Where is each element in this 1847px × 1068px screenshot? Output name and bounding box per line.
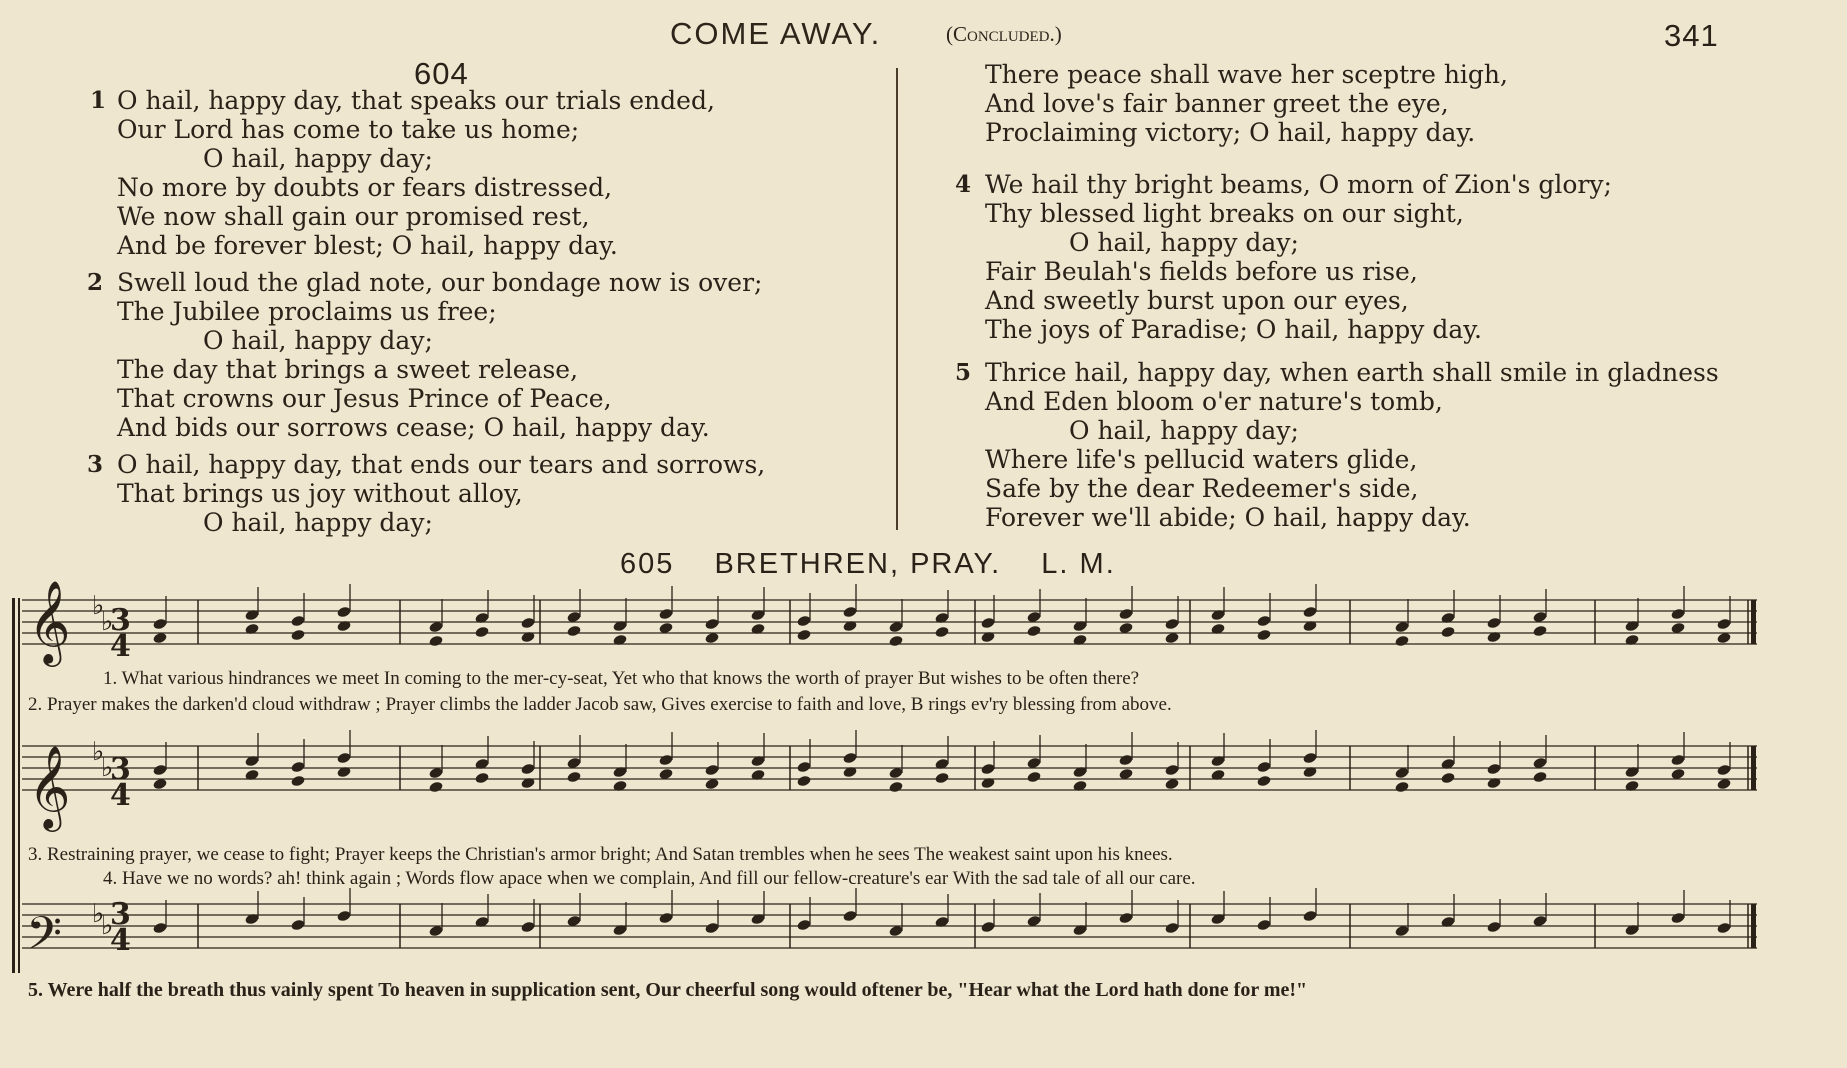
verse-line: No more by doubts or fears distressed, <box>117 173 613 202</box>
time-signature-bottom: 4 <box>110 923 131 958</box>
verse-line: The joys of Paradise; O hail, happy day. <box>985 315 1482 344</box>
concluded-note: (Concluded.) <box>946 22 1062 46</box>
verse-line: O hail, happy day; <box>1069 416 1299 445</box>
verse-line: And sweetly burst upon our eyes, <box>985 286 1409 315</box>
note-head <box>1440 772 1455 785</box>
verse-line: O hail, happy day; <box>203 144 433 173</box>
lyric-verse-4: 4. Have we no words? ah! think again ; Words flow apace when we complain, And fill our fellow-creature's ear With the sad tale of all our care. <box>103 868 1196 889</box>
note-head <box>290 775 305 788</box>
verse-line: Proclaiming victory; O hail, happy day. <box>985 118 1476 147</box>
note-head <box>1394 635 1409 648</box>
note-head <box>1256 629 1271 642</box>
verse-line: And bids our sorrows cease; O hail, happy day. <box>117 413 710 442</box>
note-head <box>1394 781 1409 794</box>
lyric-verse-1: 1. What various hindrances we meet In coming to the mer-cy-seat, Yet who that knows the worth of prayer But wishes to be often there? <box>103 668 1140 689</box>
verse-line: Fair Beulah's fields before us rise, <box>985 257 1418 286</box>
note-head <box>1440 626 1455 639</box>
time-signature-top: 3 <box>110 603 131 638</box>
verse-number: 3 <box>87 451 104 478</box>
note-head <box>566 771 581 784</box>
note-head <box>888 781 903 794</box>
lyric-verse-3: 3. Restraining prayer, we cease to fight; Prayer keeps the Christian's armor bright; And Satan trembles when he sees The weakest saint upon his knees. <box>28 844 1173 865</box>
treble-staff-2 <box>22 730 1757 793</box>
note-head <box>290 629 305 642</box>
time-signature-bottom: 4 <box>110 778 131 813</box>
system-bracket <box>12 598 15 973</box>
time-signature-top: 3 <box>110 752 131 787</box>
flat-icon: ♭ <box>92 899 105 929</box>
note-head <box>1256 775 1271 788</box>
hymn-number: 604 <box>414 56 469 91</box>
lyric-verse-5: 5. Were half the breath thus vainly spent To heaven in supplication sent, Our cheerful song would oftener be, "Hear what the Lord hath done for me!" <box>28 979 1308 1001</box>
verse-line: Thy blessed light breaks on our sight, <box>985 199 1464 228</box>
page-number: 341 <box>1664 18 1719 53</box>
verse-number: 2 <box>87 269 104 296</box>
verse-line: O hail, happy day, that ends our tears and sorrows, <box>117 450 766 479</box>
verse-line: O hail, happy day; <box>203 326 433 355</box>
verse-line: Safe by the dear Redeemer's side, <box>985 474 1419 503</box>
verse-number: 1 <box>90 87 107 114</box>
note-head <box>934 772 949 785</box>
final-barline <box>1751 904 1756 948</box>
note-head <box>1026 625 1041 638</box>
hymn-number: 605 <box>620 548 675 580</box>
verse-line: And Eden bloom o'er nature's tomb, <box>985 387 1443 416</box>
verse-line: Forever we'll abide; O hail, happy day. <box>985 503 1471 532</box>
running-title: COME AWAY. <box>670 16 882 51</box>
note-head <box>474 626 489 639</box>
flat-icon: ♭ <box>92 591 105 621</box>
note-head <box>934 626 949 639</box>
system-bracket <box>18 598 20 973</box>
verse-line: And love's fair banner greet the eye, <box>985 89 1449 118</box>
flat-icon: ♭ <box>101 911 114 941</box>
verse-line: The Jubilee proclaims us free; <box>117 297 497 326</box>
verse-line: Our Lord has come to take us home; <box>117 115 580 144</box>
note-head <box>428 635 443 648</box>
note-head <box>474 772 489 785</box>
verse-line: And be forever blest; O hail, happy day. <box>117 231 618 260</box>
flat-icon: ♭ <box>92 737 105 767</box>
time-signature-top: 3 <box>110 897 131 932</box>
treble-staff-1 <box>22 584 1757 647</box>
verse-line: That crowns our Jesus Prince of Peace, <box>117 384 612 413</box>
verse-line: Thrice hail, happy day, when earth shall smile in gladness <box>985 358 1719 387</box>
verse-line: The day that brings a sweet release, <box>117 355 579 384</box>
note-head <box>888 635 903 648</box>
flat-icon: ♭ <box>101 753 114 783</box>
note-head <box>796 629 811 642</box>
verse-number: 5 <box>955 359 972 386</box>
lyric-verse-2: 2. Prayer makes the darken'd cloud withdraw ; Prayer climbs the ladder Jacob saw, Gives exercise to faith and love, B rings ev'ry blessing from above. <box>28 694 1172 715</box>
note-head <box>1532 771 1547 784</box>
verse-line: We hail thy bright beams, O morn of Zion's glory; <box>985 170 1612 199</box>
verse-line: We now shall gain our promised rest, <box>117 202 590 231</box>
verse-number: 4 <box>955 171 972 198</box>
tune-name: BRETHREN, PRAY. <box>714 548 1002 580</box>
treble-clef-icon: 𝄞 <box>28 579 71 663</box>
note-head <box>566 625 581 638</box>
final-barline <box>1751 746 1756 790</box>
verse-line: There peace shall wave her sceptre high, <box>985 60 1508 89</box>
verse-line: O hail, happy day, that speaks our trials ended, <box>117 86 715 115</box>
treble-clef-icon: 𝄞 <box>28 744 71 828</box>
flat-icon: ♭ <box>101 607 114 637</box>
note-head <box>1532 625 1547 638</box>
verse-line: That brings us joy without alloy, <box>117 479 523 508</box>
verse-line: Where life's pellucid waters glide, <box>985 445 1418 474</box>
meter: L. M. <box>1041 548 1116 580</box>
bass-clef-icon: 𝄢 <box>26 907 63 972</box>
note-head <box>428 781 443 794</box>
note-head <box>796 775 811 788</box>
note-head <box>1026 771 1041 784</box>
final-barline <box>1751 600 1756 644</box>
verse-line: Swell loud the glad note, our bondage now is over; <box>117 268 763 297</box>
bass-staff <box>22 888 1757 948</box>
time-signature-bottom: 4 <box>110 629 131 664</box>
verse-line: O hail, happy day; <box>203 508 433 537</box>
verse-line: O hail, happy day; <box>1069 228 1299 257</box>
